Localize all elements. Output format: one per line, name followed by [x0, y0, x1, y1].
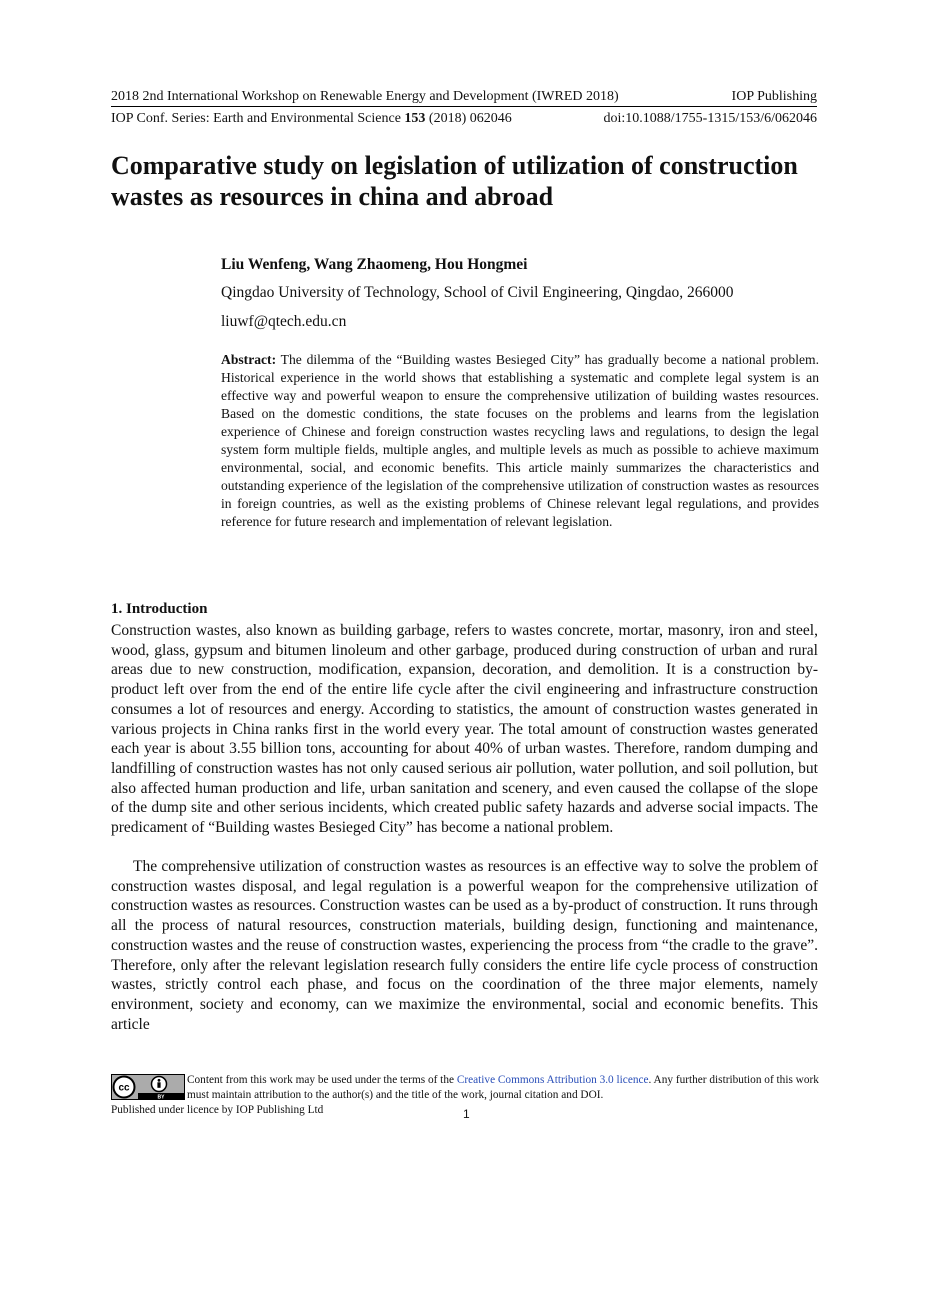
license-before: Content from this work may be used under the terms of the — [187, 1074, 457, 1086]
license-text — [187, 1073, 823, 1103]
citation-line — [111, 110, 817, 127]
by-text: BY — [157, 1094, 165, 1100]
abstract — [221, 351, 819, 531]
section-heading: 1. Introduction — [111, 601, 208, 617]
running-header — [111, 88, 817, 107]
abstract-label: Abstract: — [221, 352, 277, 367]
license-after: . Any further distribution of this work must maintain attribution to the author(s) and the title of the work, journal citation and DOI. — [187, 1074, 819, 1101]
article-number: (2018) 062046 — [425, 111, 512, 126]
doi[interactable]: doi:10.1088/1755-1315/153/6/062046 — [603, 111, 817, 126]
cc-text: cc — [118, 1082, 130, 1094]
paper-title: Comparative study on legislation of utilization of construction wastes as resources in china and abroad — [111, 151, 798, 211]
cc-by-icon[interactable] — [111, 1074, 185, 1100]
conference-name: 2018 2nd International Workshop on Renewable Energy and Development (IWRED 2018) — [111, 89, 619, 104]
affiliation: Qingdao University of Technology, School of Civil Engineering, Qingdao, 266000 — [221, 284, 734, 301]
publisher-name: IOP Publishing — [731, 89, 817, 104]
author-email[interactable]: liuwf@qtech.edu.cn — [221, 313, 347, 330]
published-by: Published under licence by IOP Publishing Ltd — [111, 1104, 324, 1116]
author-list: Liu Wenfeng, Wang Zhaomeng, Hou Hongmei — [221, 256, 528, 273]
volume-number: 153 — [404, 111, 426, 126]
abstract-text: The dilemma of the “Building wastes Besieged City” has gradually become a national problem. Historical experience in the world shows that establishing a systematic and complete legal system is an effective way and powerful weapon to ensure the comprehensive utilization of building wastes resources. Based on the domestic conditions, the state focuses on the problems and learns from the legislation experience of Chinese and foreign construction wastes recycling laws and regulations, to design the legal system form multiple fields, multiple angles, and multiple levels as much as possible to achieve maximum environmental, social, and economic benefits. This article mainly summarizes the characteristics and outstanding experience of the legislation of the comprehensive utilization of construction wastes as resources in foreign countries, as well as the existing problems of Chinese relevant legal regulations, and provides reference for future research and implementation of relevant legislation. — [221, 352, 819, 529]
series-name: IOP Conf. Series: Earth and Environmental Science — [111, 111, 405, 126]
body-paragraph: The comprehensive utilization of construction wastes as resources is an effective way to solve the problem of construction wastes disposal, and legal regulation is a powerful weapon for the comprehensive utilization of construction wastes as resources. Construction wastes can be used as a by-product of construction. It runs through all the process of natural resources, construction materials, building design, functioning and maintenance, construction wastes and the reuse of construction wastes, experiencing the process from “the cradle to the grave”. Therefore, only after the relevant legislation research fully considers the entire life cycle process of construction wastes, strictly control each phase, and focus on the coordination of the three major elements, namely environment, society and economy, can we maximize the environmental, social and economic benefits. This article — [111, 858, 818, 1033]
page-number: 1 — [463, 1107, 470, 1121]
body-paragraph: Construction wastes, also known as building garbage, refers to wastes concrete, mortar, masonry, iron and steel, wood, glass, gypsum and bitumen linoleum and other garbage, produced during construction of urban and rural areas due to new construction, modification, expansion, decoration, and demolition. It is a construction by-product left over from the end of the entire life cycle after the civil engineering and infrastructure construction consumes a lot of resources and energy. According to statistics, the amount of construction wastes generated in various projects in China ranks first in the world every year. The total amount of construction wastes generated each year is about 3.55 billion tons, accounting for about 40% of urban wastes. Therefore, random dumping and landfilling of construction wastes has not only caused serious air pollution, water pollution, and soil pollution, but also affected human production and life, urban sanitation and scenery, and even caused the collapse of the slope of the dump site and other serious incidents, which created public safety hazards and adverse social impacts. The predicament of “Building wastes Besieged City” has become a national problem. — [111, 622, 818, 837]
series-citation — [111, 110, 512, 127]
license-link[interactable]: Creative Commons Attribution 3.0 licence — [456, 1074, 649, 1086]
